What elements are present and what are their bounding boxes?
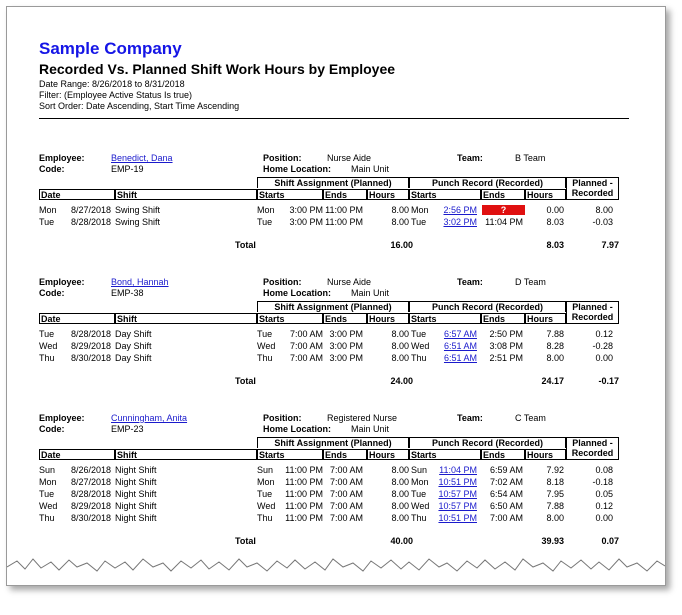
day-cell: Thu — [39, 513, 55, 523]
punch-hours-cell: 0.00 — [546, 205, 564, 215]
shift-name-cell: Day Shift — [115, 329, 152, 339]
employee-section — [39, 407, 629, 552]
difference-cell: 0.12 — [595, 501, 613, 511]
punch-starts-col-header: Starts — [409, 313, 481, 324]
date-col-header: Date — [39, 449, 115, 460]
day-cell: Wed — [39, 341, 58, 351]
punch-record-header: Punch Record (Recorded) — [409, 301, 566, 312]
shift-day-cell: Tue — [257, 217, 273, 227]
date-range: Date Range: 8/26/2018 to 8/31/2018 — [39, 79, 185, 89]
shift-end-cell: 7:00 AM — [329, 513, 363, 523]
shift-hours-col-header: Hours — [367, 189, 409, 200]
punch-ends-col-header: Ends — [481, 313, 525, 324]
employee-name-link[interactable]: Bond, Hannah — [111, 277, 169, 287]
punch-start-link[interactable]: 6:51 AM — [443, 341, 477, 351]
shift-col-header: Shift — [115, 313, 257, 324]
punch-starts-col-header: Starts — [409, 189, 481, 200]
table-row — [39, 488, 613, 500]
total-planned-hours: 16.00 — [390, 240, 413, 250]
punch-end-cell: 6:54 AM — [489, 489, 523, 499]
punch-hours-col-header: Hours — [525, 313, 566, 324]
day-cell: Sun — [39, 465, 56, 475]
date-cell: 8/29/2018 — [71, 501, 112, 511]
shift-ends-col-header: Ends — [323, 313, 367, 324]
shift-start-cell: 11:00 PM — [285, 477, 323, 487]
difference-cell: 8.00 — [595, 205, 613, 215]
shift-end-cell: 11:00 PM — [325, 217, 363, 227]
shift-name-cell: Swing Shift — [115, 217, 161, 227]
punch-ends-col-header: Ends — [481, 189, 525, 200]
day-cell: Tue — [39, 489, 55, 499]
shift-hours-cell: 8.00 — [391, 353, 409, 363]
code-label: Code: — [39, 164, 65, 174]
day-cell: Tue — [39, 217, 55, 227]
punch-day-cell: Thu — [411, 353, 427, 363]
difference-cell: 0.00 — [595, 353, 613, 363]
punch-hours-cell: 7.92 — [546, 465, 564, 475]
planned-recorded-header — [566, 177, 619, 200]
punch-day-cell: Wed — [411, 501, 430, 511]
home-location-label: Home Location: — [263, 424, 332, 434]
shift-hours-col-header: Hours — [367, 313, 409, 324]
sort-order: Sort Order: Date Ascending, Start Time Ascending — [39, 101, 240, 111]
header-divider — [39, 118, 629, 119]
punch-start-link[interactable]: 6:57 AM — [443, 329, 477, 339]
table-row — [39, 464, 613, 476]
date-cell: 8/26/2018 — [71, 465, 112, 475]
employee-label: Employee: — [39, 413, 85, 423]
shift-name-cell: Night Shift — [115, 489, 157, 499]
punch-day-cell: Tue — [411, 217, 427, 227]
shift-start-cell: 7:00 AM — [289, 329, 323, 339]
shift-end-cell: 7:00 AM — [329, 477, 363, 487]
punch-end-cell: 11:04 PM — [485, 217, 523, 227]
home-location-value: Main Unit — [351, 424, 390, 434]
punch-hours-col-header: Hours — [525, 189, 566, 200]
position-label: Position: — [263, 277, 302, 287]
day-cell: Thu — [39, 353, 55, 363]
employee-name-link[interactable]: Benedict, Dana — [111, 153, 173, 163]
shift-start-cell: 11:00 PM — [285, 513, 323, 523]
home-location-label: Home Location: — [263, 164, 332, 174]
punch-start-link[interactable]: 6:51 AM — [443, 353, 477, 363]
table-row — [39, 216, 613, 228]
punch-end-cell: 6:59 AM — [489, 465, 523, 475]
team-label: Team: — [457, 153, 483, 163]
punch-record-header: Punch Record (Recorded) — [409, 177, 566, 188]
shift-end-cell: 11:00 PM — [325, 205, 363, 215]
date-cell: 8/27/2018 — [71, 205, 112, 215]
shift-day-cell: Wed — [257, 341, 276, 351]
punch-end-cell: 7:00 AM — [489, 513, 523, 523]
planned-recorded-line2: Recorded — [571, 188, 614, 198]
date-cell: 8/28/2018 — [71, 489, 112, 499]
employee-code: EMP-38 — [111, 288, 144, 298]
total-difference: 0.07 — [601, 536, 619, 546]
shift-hours-cell: 8.00 — [391, 205, 409, 215]
total-difference: 7.97 — [601, 240, 619, 250]
shift-day-cell: Thu — [257, 353, 273, 363]
employee-section — [39, 271, 629, 392]
shift-col-header: Shift — [115, 189, 257, 200]
shift-assignment-header: Shift Assignment (Planned) — [257, 177, 409, 188]
total-label: Total — [235, 240, 256, 250]
home-location-label: Home Location: — [263, 288, 332, 298]
date-col-header: Date — [39, 189, 115, 200]
punch-hours-cell: 7.88 — [546, 501, 564, 511]
position-value: Nurse Aide — [327, 277, 372, 287]
shift-hours-cell: 8.00 — [391, 477, 409, 487]
day-cell: Mon — [39, 205, 57, 215]
shift-end-cell: 3:00 PM — [329, 329, 363, 339]
difference-cell: 0.00 — [595, 513, 613, 523]
table-row — [39, 352, 613, 364]
position-value: Registered Nurse — [327, 413, 398, 423]
shift-start-cell: 7:00 AM — [289, 341, 323, 351]
team-label: Team: — [457, 413, 483, 423]
punch-start-link[interactable]: 10:57 PM — [438, 489, 477, 499]
planned-recorded-line1: Planned - — [572, 438, 613, 448]
total-planned-hours: 40.00 — [390, 536, 413, 546]
shift-name-cell: Day Shift — [115, 341, 152, 351]
shift-starts-col-header: Starts — [257, 189, 323, 200]
home-location-value: Main Unit — [351, 288, 390, 298]
punch-day-cell: Tue — [411, 489, 427, 499]
punch-day-cell: Thu — [411, 513, 427, 523]
code-label: Code: — [39, 288, 65, 298]
shift-day-cell: Sun — [257, 465, 274, 475]
shift-day-cell: Tue — [257, 329, 273, 339]
shift-end-cell: 7:00 AM — [329, 465, 363, 475]
shift-start-cell: 11:00 PM — [285, 465, 323, 475]
shift-hours-cell: 8.00 — [391, 513, 409, 523]
shift-starts-col-header: Starts — [257, 313, 323, 324]
punch-start-link[interactable]: 10:51 PM — [438, 513, 477, 523]
shift-end-cell: 3:00 PM — [329, 353, 363, 363]
employee-section — [39, 147, 629, 256]
employee-code: EMP-19 — [111, 164, 144, 174]
position-value: Nurse Aide — [327, 153, 372, 163]
shift-day-cell: Wed — [257, 501, 276, 511]
difference-cell: 0.12 — [595, 329, 613, 339]
shift-name-cell: Night Shift — [115, 477, 157, 487]
total-difference: -0.17 — [598, 376, 619, 386]
punch-day-cell: Mon — [411, 477, 429, 487]
shift-name-cell: Day Shift — [115, 353, 152, 363]
punch-end-cell: 2:50 PM — [489, 329, 523, 339]
punch-day-cell: Wed — [411, 341, 430, 351]
company-name: Sample Company — [39, 39, 182, 58]
shift-assignment-header: Shift Assignment (Planned) — [257, 301, 409, 312]
punch-hours-cell: 7.88 — [546, 329, 564, 339]
date-cell: 8/30/2018 — [71, 513, 112, 523]
table-row — [39, 204, 613, 216]
date-cell: 8/28/2018 — [71, 329, 112, 339]
report-page — [6, 6, 666, 586]
shift-end-cell: 7:00 AM — [329, 501, 363, 511]
team-value: B Team — [515, 153, 546, 163]
date-cell: 8/29/2018 — [71, 341, 112, 351]
shift-hours-cell: 8.00 — [391, 341, 409, 351]
total-label: Total — [235, 536, 256, 546]
shift-assignment-header: Shift Assignment (Planned) — [257, 437, 409, 448]
punch-end-cell: ? — [482, 205, 525, 215]
shift-end-cell: 3:00 PM — [329, 341, 363, 351]
difference-cell: 0.08 — [595, 465, 613, 475]
shift-hours-cell: 8.00 — [391, 489, 409, 499]
difference-cell: -0.28 — [592, 341, 613, 351]
shift-col-header: Shift — [115, 449, 257, 460]
shift-day-cell: Tue — [257, 489, 273, 499]
punch-day-cell: Mon — [411, 205, 429, 215]
shift-start-cell: 7:00 AM — [289, 353, 323, 363]
date-cell: 8/27/2018 — [71, 477, 112, 487]
shift-name-cell: Night Shift — [115, 465, 157, 475]
shift-hours-cell: 8.00 — [391, 465, 409, 475]
date-cell: 8/28/2018 — [71, 217, 112, 227]
team-value: D Team — [515, 277, 546, 287]
shift-end-cell: 7:00 AM — [329, 489, 363, 499]
difference-cell: -0.03 — [592, 217, 613, 227]
punch-hours-cell: 8.28 — [546, 341, 564, 351]
punch-starts-col-header: Starts — [409, 449, 481, 460]
day-cell: Wed — [39, 501, 58, 511]
total-recorded-hours: 39.93 — [541, 536, 564, 546]
shift-hours-cell: 8.00 — [391, 501, 409, 511]
punch-start-link[interactable]: 11:04 PM — [439, 465, 477, 475]
punch-hours-cell: 7.95 — [546, 489, 564, 499]
shift-hours-col-header: Hours — [367, 449, 409, 460]
punch-start-link[interactable]: 3:02 PM — [443, 217, 477, 227]
difference-cell: 0.05 — [595, 489, 613, 499]
code-label: Code: — [39, 424, 65, 434]
day-cell: Tue — [39, 329, 55, 339]
shift-name-cell: Night Shift — [115, 501, 157, 511]
team-value: C Team — [515, 413, 546, 423]
home-location-value: Main Unit — [351, 164, 390, 174]
date-cell: 8/30/2018 — [71, 353, 112, 363]
table-row — [39, 328, 613, 340]
punch-end-cell: 6:50 AM — [489, 501, 523, 511]
punch-start-link[interactable]: 10:57 PM — [438, 501, 477, 511]
punch-ends-col-header: Ends — [481, 449, 525, 460]
punch-hours-cell: 8.03 — [546, 217, 564, 227]
employee-code: EMP-23 — [111, 424, 144, 434]
employee-label: Employee: — [39, 277, 85, 287]
punch-end-cell: 3:08 PM — [489, 341, 523, 351]
date-col-header: Date — [39, 313, 115, 324]
planned-recorded-line2: Recorded — [571, 448, 614, 458]
shift-ends-col-header: Ends — [323, 449, 367, 460]
table-row — [39, 340, 613, 352]
filter-text: Filter: (Employee Active Status Is true) — [39, 90, 193, 100]
shift-name-cell: Swing Shift — [115, 205, 161, 215]
total-recorded-hours: 24.17 — [541, 376, 564, 386]
shift-start-cell: 11:00 PM — [285, 489, 323, 499]
punch-start-link[interactable]: 10:51 PM — [438, 477, 477, 487]
position-label: Position: — [263, 413, 302, 423]
punch-start-link[interactable]: 2:56 PM — [443, 205, 477, 215]
planned-recorded-line1: Planned - — [572, 302, 613, 312]
shift-name-cell: Night Shift — [115, 513, 157, 523]
total-recorded-hours: 8.03 — [546, 240, 564, 250]
planned-recorded-header — [566, 437, 619, 460]
shift-starts-col-header: Starts — [257, 449, 323, 460]
punch-end-cell: 7:02 AM — [489, 477, 523, 487]
position-label: Position: — [263, 153, 302, 163]
punch-record-header: Punch Record (Recorded) — [409, 437, 566, 448]
punch-day-cell: Sun — [411, 465, 428, 475]
team-label: Team: — [457, 277, 483, 287]
table-row — [39, 500, 613, 512]
shift-start-cell: 11:00 PM — [285, 501, 323, 511]
planned-recorded-line2: Recorded — [571, 312, 614, 322]
punch-end-cell: 2:51 PM — [489, 353, 523, 363]
employee-label: Employee: — [39, 153, 85, 163]
punch-hours-col-header: Hours — [525, 449, 566, 460]
difference-cell: -0.18 — [592, 477, 613, 487]
punch-hours-cell: 8.00 — [546, 353, 564, 363]
shift-day-cell: Mon — [257, 477, 275, 487]
total-label: Total — [235, 376, 256, 386]
planned-recorded-line1: Planned - — [572, 178, 613, 188]
planned-recorded-header — [566, 301, 619, 324]
employee-name-link[interactable]: Cunningham, Anita — [111, 413, 188, 423]
day-cell: Mon — [39, 477, 57, 487]
punch-hours-cell: 8.00 — [546, 513, 564, 523]
shift-hours-cell: 8.00 — [391, 329, 409, 339]
punch-hours-cell: 8.18 — [546, 477, 564, 487]
shift-start-cell: 3:00 PM — [289, 205, 323, 215]
total-planned-hours: 24.00 — [390, 376, 413, 386]
shift-ends-col-header: Ends — [323, 189, 367, 200]
shift-hours-cell: 8.00 — [391, 217, 409, 227]
report-title: Recorded Vs. Planned Shift Work Hours by Employee — [39, 61, 396, 77]
torn-edge — [7, 547, 665, 585]
table-row — [39, 512, 613, 524]
table-row — [39, 476, 613, 488]
shift-start-cell: 3:00 PM — [289, 217, 323, 227]
punch-day-cell: Tue — [411, 329, 427, 339]
shift-day-cell: Thu — [257, 513, 273, 523]
shift-day-cell: Mon — [257, 205, 275, 215]
